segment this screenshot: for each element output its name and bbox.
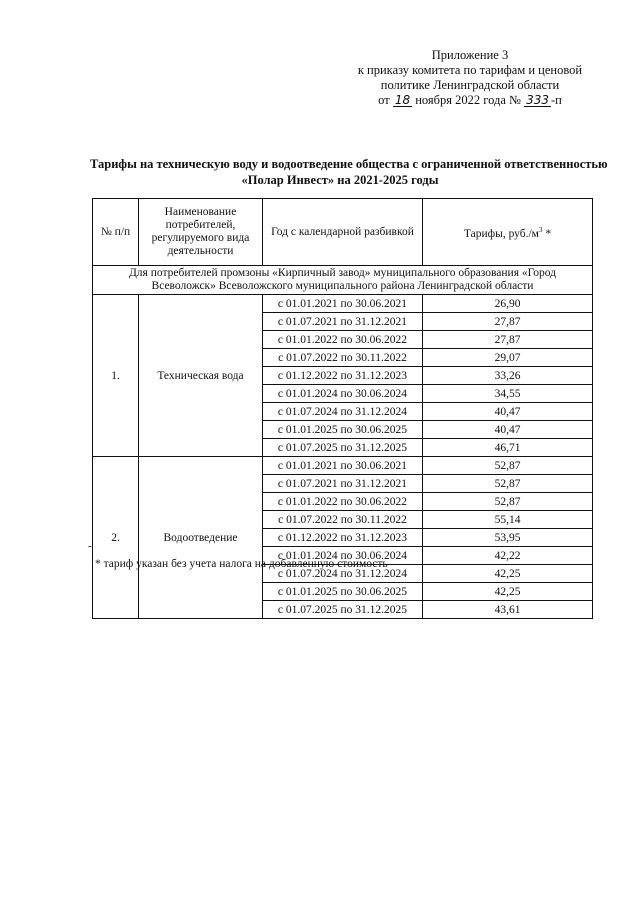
tariff-cell: 29,07 bbox=[423, 349, 593, 367]
header-num: № п/п bbox=[93, 199, 139, 266]
tariff-cell: 27,87 bbox=[423, 313, 593, 331]
header-tariff-star: * bbox=[542, 227, 552, 240]
period-cell: с 01.07.2025 по 31.12.2025 bbox=[263, 439, 423, 457]
table-header-row bbox=[93, 199, 593, 266]
order-date-line bbox=[340, 93, 600, 108]
tariff-cell: 46,71 bbox=[423, 439, 593, 457]
header-tariff-label: Тарифы, руб./м bbox=[463, 227, 539, 240]
handwritten-day: 18 bbox=[394, 93, 411, 107]
period-cell: с 01.01.2024 по 30.06.2024 bbox=[263, 385, 423, 403]
section-name: Техническая вода bbox=[139, 295, 263, 457]
period-cell: с 01.01.2025 по 30.06.2025 bbox=[263, 583, 423, 601]
period-cell: с 01.01.2025 по 30.06.2025 bbox=[263, 421, 423, 439]
tariff-cell: 34,55 bbox=[423, 385, 593, 403]
table-row bbox=[93, 295, 593, 313]
consumer-group-label: Для потребителей промзоны «Кирпичный завод» муниципального образования «Город Всеволожск» Всеволожского муниципального района Ленинградской области bbox=[93, 266, 593, 295]
header-period: Год с календарной разбивкой bbox=[263, 199, 423, 266]
consumer-group-row bbox=[93, 266, 593, 295]
period-cell: с 01.01.2022 по 30.06.2022 bbox=[263, 493, 423, 511]
period-cell: с 01.07.2022 по 30.11.2022 bbox=[263, 349, 423, 367]
tariff-cell: 52,87 bbox=[423, 493, 593, 511]
tariff-cell: 26,90 bbox=[423, 295, 593, 313]
period-cell: с 01.01.2021 по 30.06.2021 bbox=[263, 295, 423, 313]
date-prefix: от bbox=[378, 93, 390, 107]
footnote: * тариф указан без учета налога на добавленную стоимость bbox=[95, 558, 388, 570]
period-cell: с 01.01.2021 по 30.06.2021 bbox=[263, 457, 423, 475]
tariff-cell: 27,87 bbox=[423, 331, 593, 349]
period-cell: с 01.07.2024 по 31.12.2024 bbox=[263, 403, 423, 421]
tariff-cell: 55,14 bbox=[423, 511, 593, 529]
tariff-cell: 52,87 bbox=[423, 457, 593, 475]
period-cell: с 01.07.2021 по 31.12.2021 bbox=[263, 475, 423, 493]
margin-mark: - bbox=[88, 540, 92, 552]
header-tariff-sup: 3 bbox=[538, 225, 543, 234]
tariff-cell: 40,47 bbox=[423, 403, 593, 421]
handwritten-order-number: 333 bbox=[526, 93, 549, 107]
tariff-cell: 40,47 bbox=[423, 421, 593, 439]
appendix-header bbox=[340, 48, 600, 108]
tariff-cell: 42,25 bbox=[423, 583, 593, 601]
order-ref-line: к приказу комитета по тарифам и ценовой bbox=[357, 63, 583, 77]
order-suffix: -п bbox=[551, 93, 562, 107]
section-number: 1. bbox=[93, 295, 139, 457]
document-title bbox=[90, 156, 608, 188]
date-mid: ноября 2022 года № bbox=[415, 93, 521, 107]
tariff-cell: 53,95 bbox=[423, 529, 593, 547]
appendix-label: Приложение 3 bbox=[431, 48, 509, 62]
tariff-cell: 42,22 bbox=[423, 547, 593, 565]
tariff-cell: 33,26 bbox=[423, 367, 593, 385]
tariff-table bbox=[92, 198, 593, 619]
period-cell: с 01.12.2022 по 31.12.2023 bbox=[263, 367, 423, 385]
period-cell: с 01.12.2022 по 31.12.2023 bbox=[263, 529, 423, 547]
tariff-cell: 43,61 bbox=[423, 601, 593, 619]
tariff-cell: 42,25 bbox=[423, 565, 593, 583]
title-line-1: Тарифы на техническую воду и водоотведение общества с ограниченной ответственностью bbox=[90, 157, 608, 171]
table-row bbox=[93, 457, 593, 475]
header-name: Наименование потребителей, регулируемого вида деятельности bbox=[139, 199, 263, 266]
tariff-cell: 52,87 bbox=[423, 475, 593, 493]
title-line-2: «Полар Инвест» на 2021-2025 годы bbox=[241, 173, 439, 187]
period-cell: с 01.07.2025 по 31.12.2025 bbox=[263, 601, 423, 619]
period-cell: с 01.07.2022 по 30.11.2022 bbox=[263, 511, 423, 529]
committee-line: политике Ленинградской области bbox=[380, 78, 560, 92]
period-cell: с 01.01.2024 по 30.06.2024 bbox=[263, 547, 423, 565]
period-cell: с 01.07.2021 по 31.12.2021 bbox=[263, 313, 423, 331]
period-cell: с 01.01.2022 по 30.06.2022 bbox=[263, 331, 423, 349]
period-cell: с 01.07.2024 по 31.12.2024 bbox=[263, 565, 423, 583]
section-number: 2. bbox=[93, 457, 139, 619]
section-name: Водоотведение bbox=[139, 457, 263, 619]
header-tariff bbox=[423, 199, 593, 266]
